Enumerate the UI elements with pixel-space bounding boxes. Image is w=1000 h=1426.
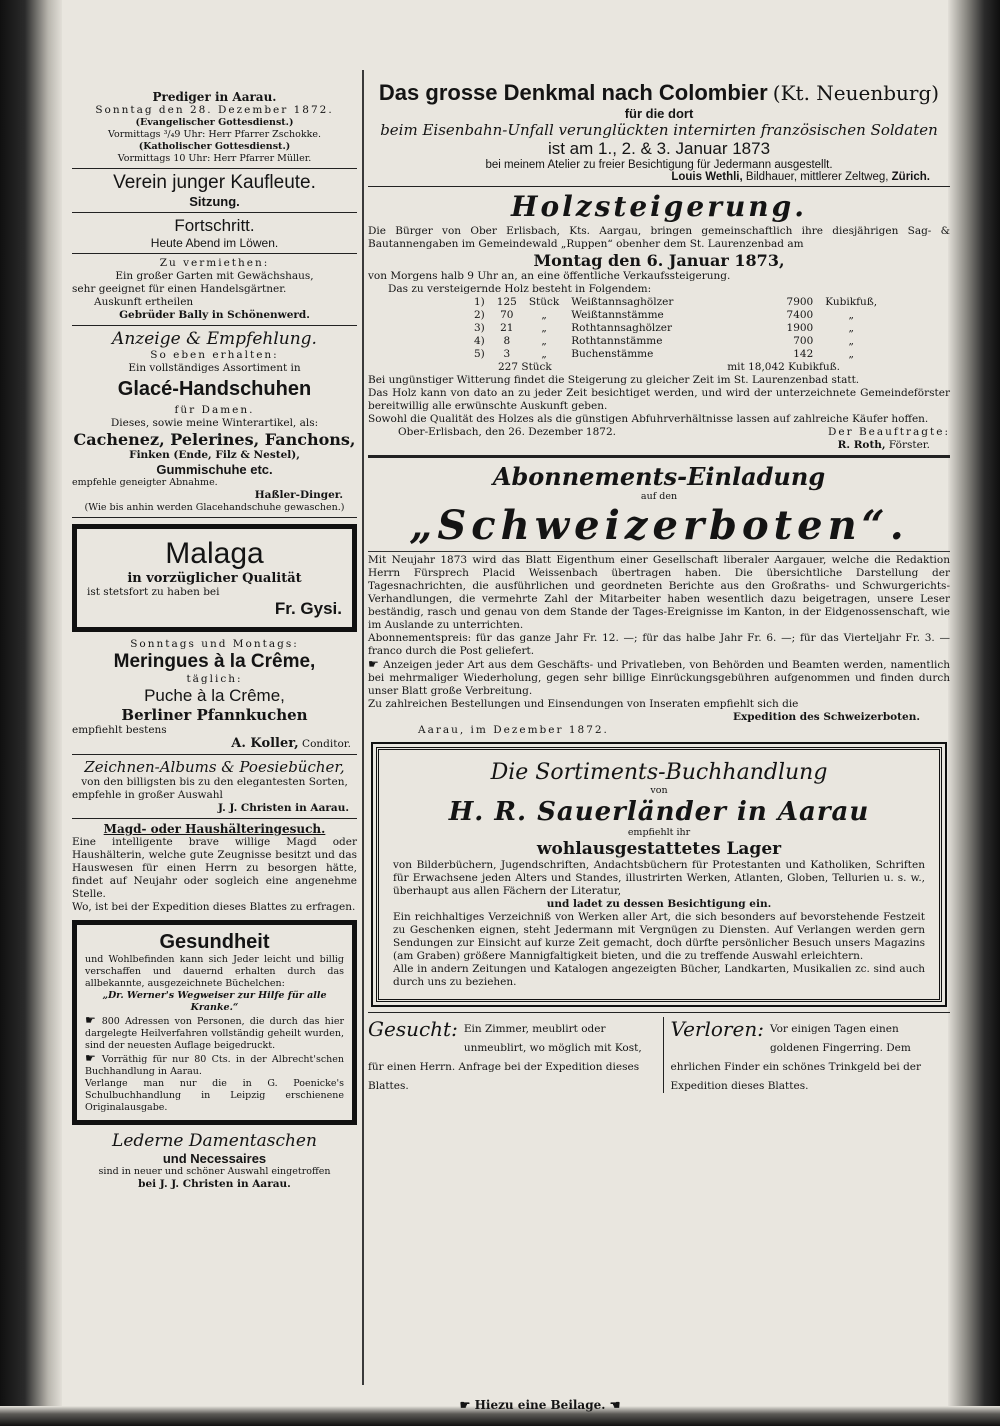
albums-l2: empfehle in großer Auswahl (72, 789, 223, 801)
divider (72, 212, 357, 213)
damentaschen-l1: sind in neuer und schöner Auswahl eingetroffen (98, 1166, 331, 1177)
holz-cell-kind: Weißtannstämme (571, 309, 664, 321)
holz-cell-vol: 7900 (786, 296, 814, 308)
holz-cell-unit: „ (541, 348, 547, 360)
hassler-title: Anzeige & Empfehlung. (112, 329, 317, 349)
holz-cell-vol: 700 (793, 335, 814, 347)
holz-cell-vu: „ (848, 348, 854, 360)
scan-edge-right (948, 0, 1000, 1426)
holz-row (468, 348, 883, 361)
divider (72, 325, 357, 326)
koller-signer: A. Koller, (231, 736, 299, 751)
ad-fortschritt (72, 216, 357, 250)
damentaschen-signer: bei J. J. Christen in Aarau. (138, 1178, 291, 1190)
preacher-cath-time: Vormittags 10 Uhr: Herr Pfarrer Müller. (117, 153, 312, 164)
holz-p3: Das zu versteigernde Holz besteht in Folgendem: (388, 283, 652, 295)
divider (368, 455, 950, 458)
holz-cell-n: 1) (474, 296, 485, 308)
holz-p4: Bei ungünstiger Witterung findet die Steigerung zu gleicher Zeit im St. Laurenzenbad statt. (368, 374, 860, 386)
ad-preacher (72, 90, 357, 165)
garten-heading: Zu vermiethen: (159, 257, 270, 269)
left-column (72, 88, 357, 1191)
ad-holzsteigerung (368, 190, 950, 452)
holz-place: Ober-Erlisbach, den 26. Dezember 1872. (398, 426, 616, 438)
holz-cell-unit: „ (541, 322, 547, 334)
holz-p1: Die Bürger von Ober Erlisbach, Kts. Aargau, bringen gemeinschaftlich ihre diesjährigen Sag- & Bautannengaben im Gemeindewald „Ruppen“ obenher dem St. Laurenzenbad am (368, 225, 950, 250)
holz-cell-unit: „ (541, 309, 547, 321)
holz-signature (368, 439, 950, 452)
holz-totals (368, 361, 950, 374)
holz-cell-vol: 7400 (786, 309, 814, 321)
malaga-l2: ist stetsfort zu haben bei (87, 586, 220, 598)
magd-text2: Wo, ist bei der Expedition dieses Blattes zu erfragen. (72, 901, 356, 913)
holz-cell-n: 4) (474, 335, 485, 347)
hassler-l7: Gummischuhe etc. (156, 462, 273, 477)
verein-sub: Sitzung. (189, 194, 240, 209)
holz-date: Montag den 6. Januar 1873, (533, 251, 785, 270)
denkmal-signer2: Bildhauer, mittlerer Zeltweg, (745, 171, 889, 183)
malaga-l1: in vorzüglicher Qualität (127, 571, 302, 586)
hassler-l4: Dieses, sowie meine Winterartikel, als: (110, 417, 319, 429)
sauer-name: H. R. Sauerländer in Aarau (448, 797, 870, 827)
garten-line2: sehr geeignet für einen Handelsgärtner. (72, 283, 287, 295)
koller-l4: Puche à la Crême, (144, 686, 285, 705)
ad-gesundheit (72, 920, 357, 1125)
garten-line1: Ein großer Garten mit Gewächshaus, (115, 270, 314, 282)
ad-gesucht (368, 1017, 664, 1093)
koller-l2: Meringues à la Crême, (113, 651, 316, 672)
holz-cell-count: 70 (500, 309, 514, 321)
magd-title: Magd- oder Haushälteringesuch. (103, 822, 326, 836)
sauer-p3: Alle in andern Zeitungen und Katalogen angezeigten Bücher, Landkarten, Musikalien zc. sind auch durch uns zu beziehen. (393, 963, 925, 988)
albums-signer: J. J. Christen in Aarau. (217, 802, 349, 814)
holz-cell-count: 125 (496, 296, 517, 308)
denkmal-l1: für die dort (624, 106, 694, 121)
ad-verloren (664, 1017, 950, 1093)
holz-cell-unit: „ (541, 335, 547, 347)
holz-row (468, 309, 883, 322)
abo-title: Abonnements-Einladung (492, 462, 826, 491)
holz-cell-vu: „ (848, 322, 854, 334)
gesundheit-l2: „Dr. Werner's Wegweiser zur Hilfe für alle Kranke.“ (102, 990, 327, 1013)
pointing-hand-icon: ☛ (85, 1013, 102, 1027)
sauer-p2: Ein reichhaltiges Verzeichniß von Werken aller Art, die sich besonders auf bevorstehende Festzeit zu Geschenken eignen, steht Jedermann mit Vergnügen zu Diensten. Auf Verlangen werden gern Sendungen zur Einsicht auf kurze Zeit gemacht, doch dürfte persönlicher Besuch unsers Magazins (am Graben) größere Mannigfaltigkeit bieten, und die zu treffende Auswahl erleichtern. (393, 911, 925, 962)
koller-l1: Sonntags und Montags: (130, 638, 299, 650)
holz-cell-vol: 1900 (786, 322, 814, 334)
fortschritt-title: Fortschritt. (174, 216, 255, 235)
holz-footer (368, 426, 950, 439)
sauer-p1: von Bilderbüchern, Jugendschriften, Andachtsbüchern für Protestanten und Katholiken, Schriften für Erwachsene jeden Alters und Standes, illustrirten Werken, Atlanten, Globen, Tellurien u. s. w., überhaupt aus allen Fächern der Literatur, (393, 859, 925, 897)
hassler-l6: Finken (Ende, Filz & Nestel), (129, 449, 300, 461)
damentaschen-title: Lederne Damentaschen (112, 1131, 317, 1151)
holz-table (468, 296, 883, 361)
albums-l1: von den billigsten bis zu den elegantesten Sorten, (81, 776, 348, 788)
abo-p3-row (368, 658, 950, 698)
sauer-von: von (650, 785, 668, 796)
holz-signer-role: Förster. (888, 439, 930, 451)
holz-p5: Das Holz kann von dato an zu jeder Zeit besichtiget werden, und wird der unterzeichnete Gemeindeförster bereitwillig alle erwünschte Auskunft geben. (368, 387, 950, 412)
abo-p1: Mit Neujahr 1873 wird das Blatt Eigenthum einer Gesellschaft liberaler Aargauer, welche die Redaktion Herrn Fürsprech Placid Weissenbach übertragen haben. Die übersichtliche Darstellung der Tagesnachrichten, die ausführlichen und geordneten Berichte aus den Großraths- und Schwurgerichts-Verhandlungen, die vermehrte Zahl der Mitarbeiter haben wesentlich dazu beigetragen, unsere Leser beständig, rasch und genau von dem Stande der Tages-Ereignisse im Kanton, in der Eidgenossenschaft, wie im Auslande zu unterrichten. (368, 554, 950, 631)
holz-cell-vu: „ (848, 309, 854, 321)
divider (368, 186, 950, 187)
gesundheit-l4-row (85, 1052, 344, 1078)
denkmal-title: Das grosse Denkmal nach Colombier (378, 80, 768, 105)
ad-magd (72, 822, 357, 914)
koller-signer-role: Conditor. (302, 738, 351, 750)
holz-p6: Sowohl die Qualität des Holzes als die günstigen Abfuhrverhältnisse lassen auf zahlreiche Käufer hoffen. (368, 413, 929, 425)
holz-p2: von Morgens halb 9 Uhr an, an eine öffentliche Verkaufssteigerung. (368, 270, 731, 282)
abo-p2: Abonnementspreis: für das ganze Jahr Fr. 12. —; für das halbe Jahr Fr. 6. —; für das Vierteljahr Fr. 3. — franco durch die Post geliefert. (368, 632, 950, 657)
holz-row (468, 296, 883, 309)
fortschritt-sub: Heute Abend im Löwen. (150, 236, 279, 250)
gesundheit-l5: Verlange man nur die in G. Poenicke's Schulbuchhandlung in Leipzig erschienene Originalausgabe. (85, 1078, 344, 1113)
verloren-title: Verloren: (670, 1017, 764, 1041)
malaga-signer: Fr. Gysi. (274, 599, 342, 618)
abo-p3: Anzeigen jeder Art aus dem Geschäfts- und Privatleben, von Behörden und Beamten werden, namentlich bei mehrmaliger Wiederholung, gegen sehr billige Einrückungsgebühren aufgenommen und finden durch unser Blatt große Verbreitung. (368, 659, 951, 697)
holz-row (468, 335, 883, 348)
holz-row (468, 322, 883, 335)
hassler-big: Glacé-Handschuhen (117, 378, 312, 400)
ad-hassler (72, 329, 357, 514)
holz-rows (468, 296, 883, 361)
holz-cell-vol: 142 (793, 348, 814, 360)
malaga-title: Malaga (165, 537, 264, 570)
denkmal-signature (368, 171, 950, 183)
holz-cell-vu: „ (848, 335, 854, 347)
denkmal-l3: ist am 1., 2. & 3. Januar 1873 (547, 139, 771, 158)
holz-cell-count: 21 (500, 322, 514, 334)
albums-title: Zeichnen-Albums & Poesiebücher, (84, 758, 345, 776)
gesundheit-l1: und Wohlbefinden kann sich Jeder leicht und billig verschaffen und dauernd erhalten durch das allbekannte, ausgezeichnete Büchelchen: (85, 954, 344, 989)
verein-title: Verein junger Kaufleute. (113, 172, 316, 193)
holz-cell-count: 3 (503, 348, 511, 360)
hassler-signer: Haßler-Dinger. (254, 489, 343, 501)
sauer-l2: wohlausgestattetes Lager (536, 839, 782, 859)
divider (72, 168, 357, 169)
holz-cell-kind: Rothtannstämme (571, 335, 663, 347)
pointing-hand-icon: ☛ (85, 1051, 102, 1065)
divider (72, 754, 357, 755)
abo-signer: Expedition des Schweizerboten. (733, 711, 920, 723)
pointing-hand-icon: ☚ (609, 1398, 621, 1412)
divider (72, 517, 357, 518)
preacher-evang-time: Vormittags ³/₄9 Uhr: Herr Pfarrer Zschokke. (108, 129, 321, 140)
gesundheit-l3: 800 Adressen von Personen, die durch das hier dargelegte Heilverfahren vollständig geheilt wurden, sind der neuesten Auflage beigedruckt. (85, 1016, 344, 1051)
footer-text: Hiezu eine Beilage. (474, 1398, 606, 1412)
gesundheit-title: Gesundheit (159, 931, 270, 953)
holz-title: Holzsteigerung. (510, 190, 807, 223)
divider (72, 818, 357, 819)
holz-agent: Der Beauftragte: (827, 426, 950, 438)
ad-garten (72, 257, 357, 322)
gesundheit-l4: Vorräthig für nur 80 Cts. in der Albrecht'schen Buchhandlung in Aarau. (85, 1054, 344, 1077)
gesucht-title: Gesucht: (368, 1017, 458, 1041)
abo-paper: „Schweizerboten“. (409, 502, 909, 549)
ad-abonnement (368, 462, 950, 737)
scan-edge-left (0, 0, 62, 1426)
hassler-l1: So eben erhalten: (150, 349, 279, 361)
holz-cell-count: 8 (503, 335, 511, 347)
ad-denkmal (368, 80, 950, 183)
preacher-evang: (Evangelischer Gottesdienst.) (135, 117, 294, 128)
hassler-l8: empfehle geneigter Abnahme. (72, 477, 218, 488)
holz-cell-vu: Kubikfuß, (825, 296, 878, 308)
abo-p4: Zu zahlreichen Bestellungen und Einsendungen von Inseraten empfiehlt sich die (368, 698, 799, 710)
holz-signer: R. Roth, (837, 439, 886, 451)
pointing-hand-icon: ☛ (459, 1398, 475, 1412)
preacher-title: Prediger in Aarau. (152, 90, 277, 104)
koller-l3: täglich: (186, 673, 243, 685)
bottom-ads-row (368, 1012, 950, 1093)
holz-total-vol: mit 18,042 Kubikfuß. (727, 361, 840, 373)
ad-koller (72, 638, 357, 751)
preacher-date: Sonntag den 28. Dezember 1872. (95, 104, 334, 116)
holz-cell-n: 5) (474, 348, 485, 360)
denkmal-signer: Louis Wethli, (671, 171, 743, 183)
garten-signer: Gebrüder Bally in Schönenwerd. (119, 309, 310, 321)
gesundheit-l3-row (85, 1014, 344, 1052)
holz-cell-kind: Rothtannsaghölzer (571, 322, 673, 334)
divider (368, 551, 950, 552)
verloren-text: Vor einigen Tagen einen goldenen Fingerring. Dem ehrlichen Finder ein schönes Trinkgeld bei der Expedition dieses Blattes. (670, 1023, 922, 1092)
koller-l6: empfiehlt bestens (72, 724, 167, 736)
sauer-title: Die Sortiments-Buchhandlung (490, 760, 828, 785)
magd-text: Eine intelligente brave willige Magd oder Haushälterin, welche gute Zeugnisse besitzt und das Hauswesen für einen Herrn zu besorgen hätte, findet auf Neujahr oder sogleich eine angenehme Stelle. (72, 836, 357, 900)
ad-christen-albums (72, 758, 357, 815)
right-column (368, 80, 950, 1093)
holz-cell-n: 3) (474, 322, 485, 334)
denkmal-title2: (Kt. Neuenburg) (772, 81, 940, 105)
ad-verein (72, 172, 357, 209)
hassler-l5: Cachenez, Pelerines, Fanchons, (73, 430, 356, 449)
abo-sub: auf den (640, 491, 678, 502)
column-divider (362, 70, 364, 1385)
koller-signature (72, 737, 357, 751)
garten-line3: Auskunft ertheilen (94, 296, 194, 308)
divider (72, 253, 357, 254)
hassler-l2: Ein vollständiges Assortiment in (128, 362, 301, 374)
denkmal-l4: bei meinem Atelier zu freier Besichtigung für Jedermann ausgestellt. (485, 159, 833, 171)
hassler-l3: für Damen. (174, 404, 255, 416)
ad-damentaschen (72, 1131, 357, 1191)
pointing-hand-icon: ☛ (368, 657, 384, 671)
ad-malaga (72, 524, 357, 632)
denkmal-title-row (368, 80, 950, 106)
koller-l5: Berliner Pfannkuchen (121, 706, 308, 724)
abo-place: Aarau, im Dezember 1872. (418, 724, 609, 736)
hassler-note: (Wie bis anhin werden Glacehandschuhe gewaschen.) (84, 502, 345, 513)
damentaschen-sub: und Necessaires (162, 1151, 267, 1166)
gesucht-text: Ein Zimmer, meublirt oder unmeublirt, wo möglich mit Kost, für einen Herrn. Anfrage bei der Expedition dieses Blattes. (368, 1023, 642, 1092)
ad-sauerlaender (376, 747, 942, 1002)
holz-cell-kind: Weißtannsaghölzer (571, 296, 674, 308)
holz-cell-n: 2) (474, 309, 485, 321)
holz-cell-unit: Stück (528, 296, 560, 308)
footer-note (420, 1398, 660, 1412)
sauer-l1: empfiehlt ihr (627, 827, 691, 838)
denkmal-signer3: Zürich. (891, 171, 930, 183)
preacher-cath: (Katholischer Gottesdienst.) (138, 141, 291, 152)
holz-cell-kind: Buchenstämme (571, 348, 654, 360)
sauer-l3: und ladet zu dessen Besichtigung ein. (546, 898, 772, 910)
denkmal-l2: beim Eisenbahn-Unfall verunglückten internirten französischen Soldaten (380, 121, 938, 139)
holz-total-count: 227 Stück (498, 361, 552, 373)
